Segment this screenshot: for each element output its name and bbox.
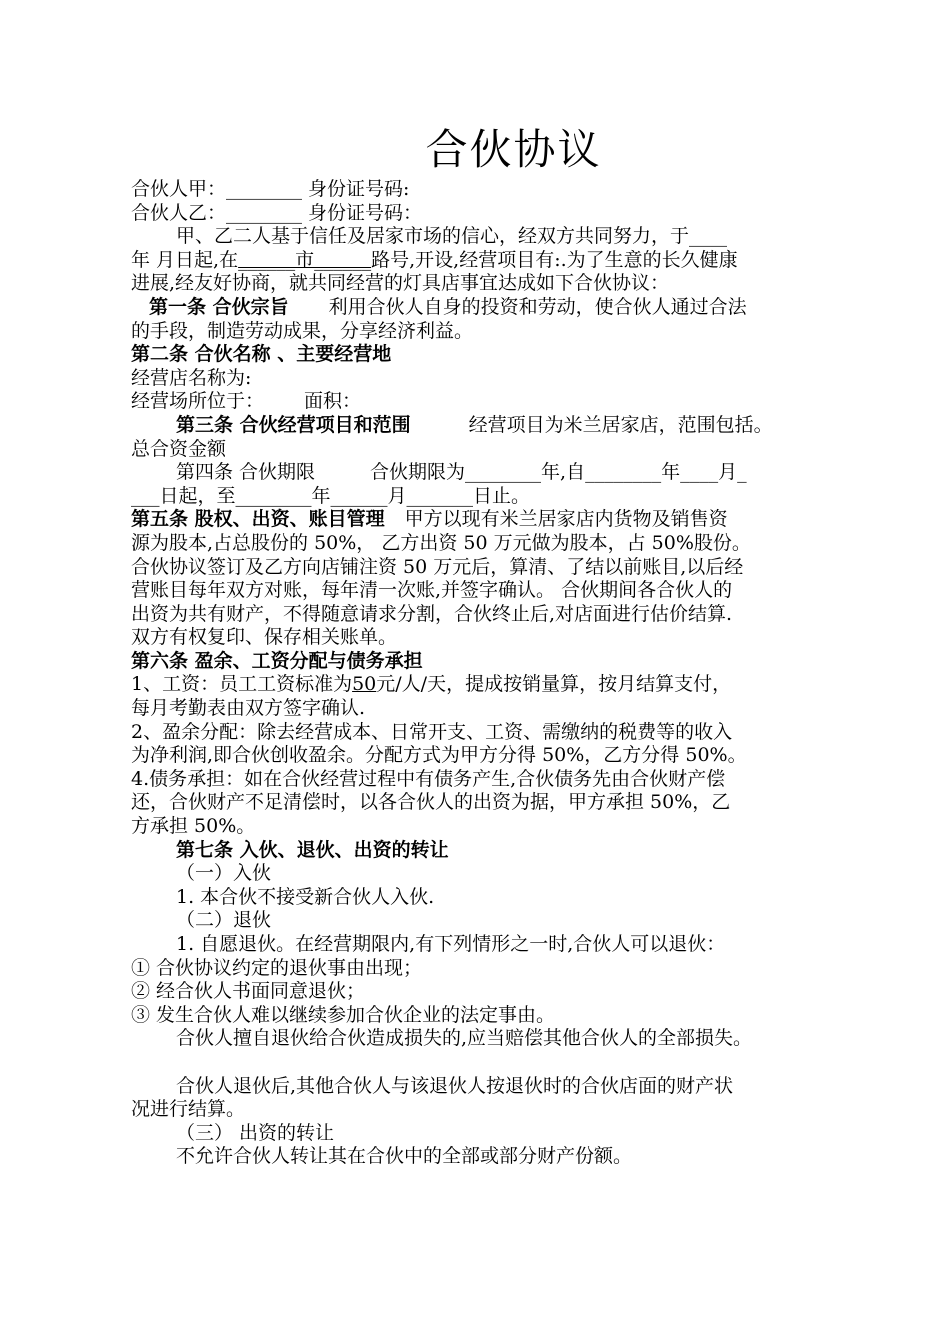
preamble-line-1: 甲、乙二人基于信任及居家市场的信心，经双方共同努力，于____ <box>176 225 728 248</box>
article-4-heading: 第四条 合伙期限 <box>176 461 316 484</box>
article-4-line-2: ___日起，至________年______月_______日止。 <box>131 484 531 507</box>
withdraw-heading: （二）退伙 <box>176 909 272 932</box>
article-5-line <box>131 508 866 532</box>
article-5-line-2: 源为股本,占总股份的 50%， 乙方出资 50 万元做为股本，占 50%股份。 <box>131 531 751 554</box>
join-heading: （一）入伙 <box>176 862 272 885</box>
preamble-line-2 <box>131 249 866 273</box>
article-5-line-3: 合伙协议签订及乙方向店铺注资 50 万元后，算清、了结以前账目,以后经 <box>131 555 744 578</box>
withdraw-case-3: ③ 发生合伙人难以继续参加合伙企业的法定事由。 <box>131 1003 556 1026</box>
partner-b-line: 合伙人乙：________ 身份证号码： <box>131 201 423 224</box>
unauthorized-withdraw-line: 合伙人擅自退伙给合伙造成损失的,应当赔偿其他合伙人的全部损失。 <box>176 1027 753 1050</box>
store-name-line: 经营店名称为: <box>131 366 252 389</box>
total-capital-line: 总合资金额 <box>131 437 227 460</box>
settlement-line-2: 况进行结算。 <box>131 1098 246 1121</box>
transfer-rule: 不允许合伙人转让其在合伙中的全部或部分财产份额。 <box>176 1145 633 1168</box>
blank-line <box>131 1051 866 1075</box>
preamble-line-2-end: 路号,开设,经营项目有:.为了生意的长久健康 <box>371 248 738 271</box>
article-3-text: 经营项目为米兰居家店，范围包括。 <box>468 413 773 436</box>
wage-line-2: 每月考勤表由双方签字确认. <box>131 697 366 720</box>
article-2-heading: 第二条 合伙名称 、主要经营地 <box>131 343 392 366</box>
profit-line-1: 2、盈余分配：除去经营成本、日常开支、工资、需缴纳的税费等的收入 <box>131 720 733 743</box>
debt-line-3: 方承担 50%。 <box>131 815 256 838</box>
store-location-line <box>131 390 866 414</box>
profit-line-2: 为净利润,即合伙创收盈余。分配方式为甲方分得 50%，乙方分得 50%。 <box>131 744 747 767</box>
wage-rest: 元/人/天，提成按销量算，按月结算支付， <box>376 673 732 696</box>
article-3-heading: 第三条 合伙经营项目和范围 <box>176 413 411 436</box>
partner-a-line: 合伙人甲：________ 身份证号码: <box>131 178 410 200</box>
document-title: 合伙协议 <box>425 125 602 174</box>
article-1-text: 利用合伙人自身的投资和劳动，使合伙人通过合法 <box>328 295 747 318</box>
article-5-text: 甲方以现有米兰居家店内货物及销售资 <box>404 508 728 531</box>
article-5-line-5: 出资为共有财产，不得随意请求分割，合伙终止后,对店面进行估价结算. <box>131 602 733 625</box>
withdraw-rule: 1. 自愿退伙。在经营期限内,有下列情形之一时,合伙人可以退伙： <box>176 933 726 955</box>
article-1-line <box>131 296 866 320</box>
join-rule: 1. 本合伙不接受新合伙人入伙. <box>176 885 435 908</box>
article-5-line-6: 双方有权复印、保存相关账单。 <box>131 626 398 649</box>
article-6-heading: 第六条 盈余、工资分配与债务承担 <box>131 649 423 672</box>
wage-amount: 50 <box>352 673 377 696</box>
article-1-heading: 第一条 合伙宗旨 <box>149 295 289 318</box>
article-3-line <box>131 414 866 438</box>
settlement-line-1: 合伙人退伙后,其他合伙人与该退伙人按退伙时的合伙店面的财产状 <box>176 1074 734 1097</box>
city-blank: ______市______ <box>238 248 372 271</box>
store-location-label: 经营场所位于： <box>131 390 265 413</box>
withdraw-case-1: ① 合伙协议约定的退伙事由出现； <box>131 956 423 979</box>
article-4-line <box>131 461 866 485</box>
transfer-heading: （三） 出资的转让 <box>176 1121 335 1144</box>
preamble-line-3: 进展,经友好协商，就共同经营的灯具店事宜达成如下合伙协议： <box>131 272 670 295</box>
article-7-heading: 第七条 入伙、退伙、出资的转让 <box>176 838 449 861</box>
article-4-text: 合伙期限为________年,自________年____月_ <box>370 461 747 484</box>
article-5-line-4: 营账目每年双方对账，每年清一次账,并签字确认。 合伙期间各合伙人的 <box>131 579 733 602</box>
article-5-heading: 第五条 股权、出资、账目管理 <box>131 508 385 531</box>
store-area-label: 面积： <box>304 390 362 413</box>
debt-line-2: 还，合伙财产不足清偿时，以各合伙人的出资为据，甲方承担 50%，乙 <box>131 791 731 814</box>
debt-line-1: 4.债务承担：如在合伙经营过程中有债务产生,合伙债务先由合伙财产偿 <box>131 767 726 790</box>
preamble-line-2-start: 年 月日起,在 <box>131 248 239 271</box>
document-page <box>131 122 866 1169</box>
withdraw-case-2: ② 经合伙人书面同意退伙； <box>131 980 366 1003</box>
article-1-line-2: 的手段，制造劳动成果，分享经济利益。 <box>131 319 474 342</box>
wage-line <box>131 673 866 697</box>
wage-label: 1、工资：员工工资标准为 <box>131 673 353 696</box>
